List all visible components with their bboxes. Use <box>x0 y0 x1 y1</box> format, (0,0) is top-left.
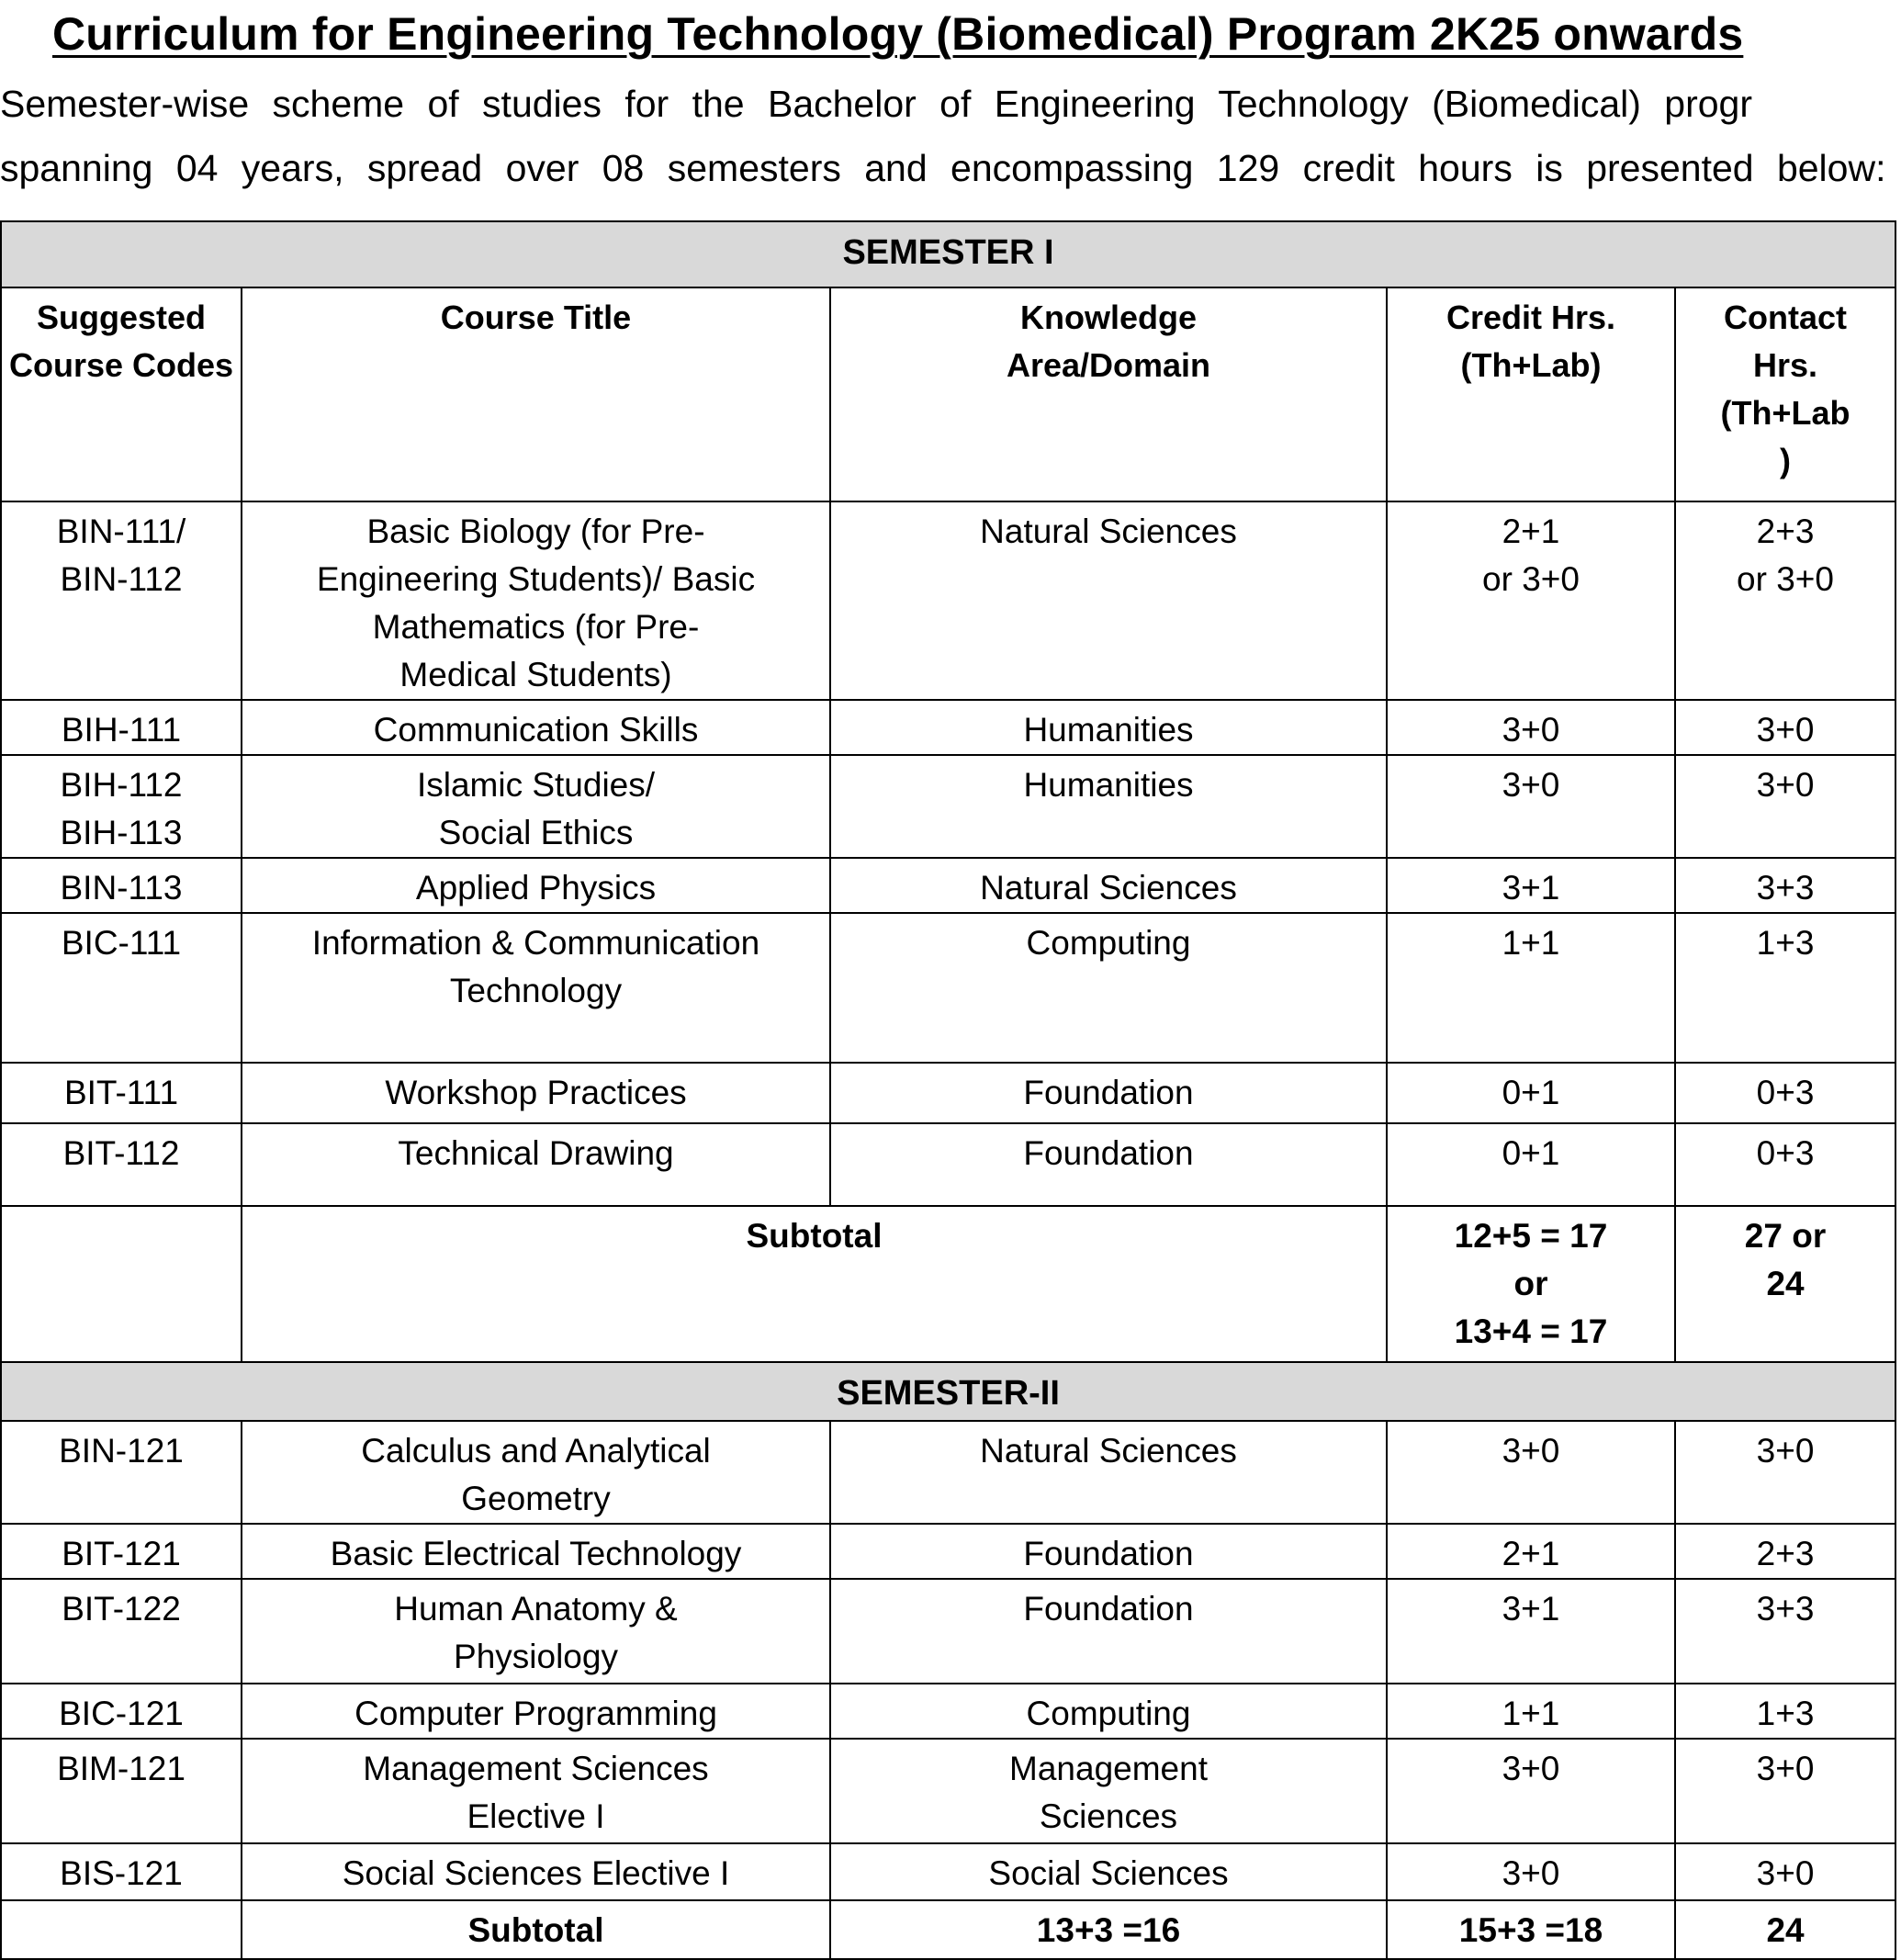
table-row <box>1 1843 1895 1900</box>
contact-hours: 3+0 <box>1675 1843 1895 1900</box>
credit-hours: 0+1 <box>1387 1063 1675 1123</box>
header-course-title: Course Title <box>242 287 830 501</box>
header-knowledge-area: Knowledge Area/Domain <box>830 287 1387 501</box>
subtotal-row <box>1 1206 1895 1362</box>
knowledge-area: Humanities <box>830 700 1387 755</box>
course-title: Basic Electrical Technology <box>242 1524 830 1579</box>
table-row <box>1 858 1895 913</box>
document-title: Curriculum for Engineering Technology (Biomedical) Program 2K25 onwards <box>52 8 1744 60</box>
empty-cell <box>1 1206 242 1362</box>
credit-hours: 3+0 <box>1387 1843 1675 1900</box>
subtotal-label: Subtotal <box>242 1900 830 1959</box>
credit-hours: 2+1 or 3+0 <box>1387 501 1675 700</box>
credit-hours: 1+1 <box>1387 1684 1675 1739</box>
curriculum-table <box>0 220 1896 1960</box>
course-title: Social Sciences Elective I <box>242 1843 830 1900</box>
knowledge-area: Computing <box>830 1684 1387 1739</box>
semester-heading: SEMESTER I <box>1 221 1895 287</box>
course-title: Communication Skills <box>242 700 830 755</box>
course-title: Islamic Studies/ Social Ethics <box>242 755 830 858</box>
subtotal-contact-hours: 27 or 24 <box>1675 1206 1895 1362</box>
knowledge-area: Foundation <box>830 1524 1387 1579</box>
credit-hours: 3+0 <box>1387 1739 1675 1843</box>
contact-hours: 1+3 <box>1675 1684 1895 1739</box>
knowledge-area: Humanities <box>830 755 1387 858</box>
semester-heading: SEMESTER-II <box>1 1362 1895 1421</box>
contact-hours: 3+0 <box>1675 755 1895 858</box>
table-row <box>1 1063 1895 1123</box>
course-code: BIH-111 <box>1 700 242 755</box>
subtotal-credit-hours: 15+3 =18 <box>1387 1900 1675 1959</box>
subtotal-contact-hours: 24 <box>1675 1900 1895 1959</box>
table-row <box>1 1739 1895 1843</box>
knowledge-area: Natural Sciences <box>830 1421 1387 1524</box>
knowledge-area: Computing <box>830 913 1387 1063</box>
subtotal-area-total: 13+3 =16 <box>830 1900 1387 1959</box>
intro-line: spanning 04 years, spread over 08 semesters and encompassing 129 credit hours is presented below: <box>0 147 1886 189</box>
course-code: BIC-111 <box>1 913 242 1063</box>
contact-hours: 1+3 <box>1675 913 1895 1063</box>
knowledge-area: Social Sciences <box>830 1843 1387 1900</box>
course-code: BIT-112 <box>1 1123 242 1206</box>
course-title: Applied Physics <box>242 858 830 913</box>
course-title: Workshop Practices <box>242 1063 830 1123</box>
knowledge-area: Foundation <box>830 1063 1387 1123</box>
table-row <box>1 501 1895 700</box>
credit-hours: 3+0 <box>1387 755 1675 858</box>
course-code: BIN-113 <box>1 858 242 913</box>
knowledge-area: Foundation <box>830 1579 1387 1684</box>
contact-hours: 2+3 or 3+0 <box>1675 501 1895 700</box>
table-row <box>1 913 1895 1063</box>
course-code: BIN-121 <box>1 1421 242 1524</box>
course-title: Human Anatomy & Physiology <box>242 1579 830 1684</box>
intro-paragraph <box>0 72 1901 200</box>
credit-hours: 0+1 <box>1387 1123 1675 1206</box>
course-code: BIM-121 <box>1 1739 242 1843</box>
table-row <box>1 1123 1895 1206</box>
credit-hours: 1+1 <box>1387 913 1675 1063</box>
course-title: Management Sciences Elective I <box>242 1739 830 1843</box>
course-code: BIN-111/ BIN-112 <box>1 501 242 700</box>
table-row <box>1 700 1895 755</box>
knowledge-area: Management Sciences <box>830 1739 1387 1843</box>
table-row <box>1 1524 1895 1579</box>
contact-hours: 3+3 <box>1675 1579 1895 1684</box>
course-code: BIT-122 <box>1 1579 242 1684</box>
course-code: BIC-121 <box>1 1684 242 1739</box>
course-title: Computer Programming <box>242 1684 830 1739</box>
knowledge-area: Foundation <box>830 1123 1387 1206</box>
course-code: BIT-111 <box>1 1063 242 1123</box>
course-code: BIS-121 <box>1 1843 242 1900</box>
course-title: Technical Drawing <box>242 1123 830 1206</box>
contact-hours: 2+3 <box>1675 1524 1895 1579</box>
credit-hours: 3+1 <box>1387 858 1675 913</box>
contact-hours: 0+3 <box>1675 1063 1895 1123</box>
table-row <box>1 755 1895 858</box>
header-contact-hours: Contact Hrs. (Th+Lab ) <box>1675 287 1895 501</box>
subtotal-credit-hours: 12+5 = 17 or 13+4 = 17 <box>1387 1206 1675 1362</box>
contact-hours: 3+3 <box>1675 858 1895 913</box>
course-title: Basic Biology (for Pre- Engineering Students)/ Basic Mathematics (for Pre- Medical Students) <box>242 501 830 700</box>
table-row <box>1 1579 1895 1684</box>
credit-hours: 3+1 <box>1387 1579 1675 1684</box>
header-credit-hours: Credit Hrs. (Th+Lab) <box>1387 287 1675 501</box>
credit-hours: 3+0 <box>1387 1421 1675 1524</box>
course-title: Information & Communication Technology <box>242 913 830 1063</box>
table-row <box>1 1684 1895 1739</box>
empty-cell <box>1 1900 242 1959</box>
course-code: BIH-112 BIH-113 <box>1 755 242 858</box>
table-row <box>1 1421 1895 1524</box>
credit-hours: 2+1 <box>1387 1524 1675 1579</box>
intro-line: Semester-wise scheme of studies for the Bachelor of Engineering Technology (Biomedical) progr <box>0 83 1753 125</box>
contact-hours: 3+0 <box>1675 1421 1895 1524</box>
subtotal-label: Subtotal <box>242 1206 1387 1362</box>
contact-hours: 3+0 <box>1675 1739 1895 1843</box>
knowledge-area: Natural Sciences <box>830 858 1387 913</box>
course-title: Calculus and Analytical Geometry <box>242 1421 830 1524</box>
knowledge-area: Natural Sciences <box>830 501 1387 700</box>
header-course-code: Suggested Course Codes <box>1 287 242 501</box>
subtotal-row <box>1 1900 1895 1959</box>
course-code: BIT-121 <box>1 1524 242 1579</box>
contact-hours: 3+0 <box>1675 700 1895 755</box>
contact-hours: 0+3 <box>1675 1123 1895 1206</box>
credit-hours: 3+0 <box>1387 700 1675 755</box>
